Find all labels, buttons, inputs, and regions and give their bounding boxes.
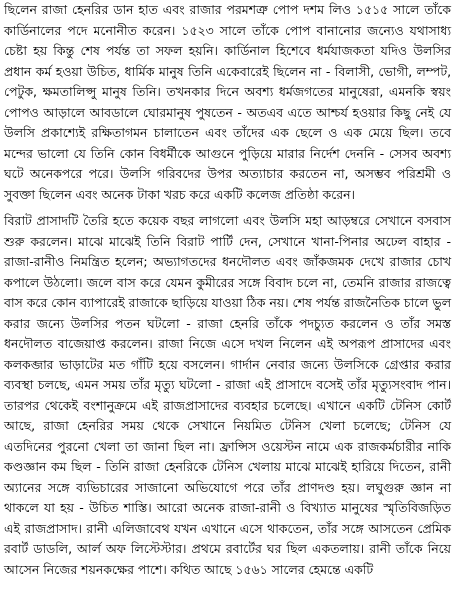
paragraph-palace-history: বিরাট প্রাসাদটি তৈরি হতে কয়েক বছর লাগলো এবং উলসি মহা আড়ম্বরে সেখানে বসবাস শুরু করলেন। মাঝে মাঝেই তিনি বিরাট পার্টি দেন, সেখানে খানা-পিনার অঢেল বাহার - রাজা-রানীও নিমন্ত্রিত হলেন; অভ্যাগতদের ধনদৌলত এবং জাঁকজমক দেখে রাজার চোখ কপালে উঠলো। জলে বাস করে যেমন কুমীরের সঙ্গে বিবাদ চলে না, তেমনি রাজার রাজত্বে বাস করে কোন ব্যাপারেই রাজাকে ছাড়িয়ে যাওয়া ঠিক নয়। শেষ পর্যন্ত রাজনৈতিক চালে ভুল করার জন্যে উলসির পতন ঘটলো - রাজা হেনরি তাঁকে পদচ্যুত করলেন ও তাঁর সমস্ত ধনদৌলত বাজেয়াপ্ত করলেন। রাজা নিজে এসে দখল নিলেন এই অপরূপ প্রাসাদের এবং কলকব্জার ভাড়াটের মত গাঁটি হয়ে বসলেন। গার্দান নেবার জন্যে উলসিকে গ্রেপ্তার করার ব্যবস্থা চলছে, এমন সময় তাঁর মৃত্যু ঘটলো - রাজা এই প্রাসাদে বসেই তাঁর মৃত্যুসংবাদ পান। তারপর থেকেই বংশানুক্রমে এই রাজপ্রাসাদের ব্যবহার চলেছে। এখানে একটি টেনিস কোর্ট আছে, রাজা হেনরির সময় থেকে সেখানে নিয়মিত টেনিস খেলা চলেছে; টেনিস যে এতদিনের পুরনো খেলা তা জানা ছিল না। ফ্রান্সিস ওয়েস্টন নামে এক রাজকর্মচারীর নাকি কণ্ডজ্ঞান কম ছিল - তিনি রাজা হেনরিকে টেনিস খেলায় মাঝে মাঝেই হারিয়ে দিতেন, রানী অ্যানের সঙ্গে ব্যভিচারের সাজানো অভিযোগে পরে তাঁর প্রাণদণ্ড হয়। লঘুগুরু জ্ঞান না থাকলে যা হয় - উচিত শাস্তি। আরো অনেক রাজা-রানী ও বিখ্যাত মানুষের স্মৃতিবিজড়িত এই রাজপ্রাসাদ। রানী এলিজাবেথ যখন এখানে এসে থাকতেন, তাঁর সঙ্গে আসতেন প্রেমিক রবার্ট ডাডলি, আর্ল অফ লিস্টেস্টার। প্রথমে রবার্টের ঘর ছিল একতলায়। রানী তাঁকে নিয়ে আসেন নিজের শয়নকক্ষের পাশে। কথিত আছে ১৫৬১ সালের হেমন্তে একটি xyxy=(4,213,451,577)
paragraph-wolsey-career: ছিলেন রাজা হেনরির ডান হাত এবং রাজার পরমশত্রু পোপ দশম লিও ১৫১৫ সালে তাঁকে কার্ডিনালের পদে মনোনীত করেন। ১৫২৩ সালে তাঁকে পোপ বানানোর জন্যেও যথাসাধ্য চেষ্টা হয় কিন্তু শেষ পর্যন্ত তা সফল হয়নি। কার্ডিনাল হিশেবে ধর্মযাজকতা যদিও উলসির প্রধান কর্ম হওয়া উচিত, ধার্মিক মানুষ তিনি একেবারেই ছিলেন না - বিলাসী, ভোগী, লম্পট, পেটুক, ক্ষমতালিপ্সু মানুষ তিনি। তখনকার দিনে অবশ্য ধর্মজগতের মানুষেরা, এমনকি স্বয়ং পোপও আড়ালে আবডালে ঘোরমানুষ পুষতেন - অতএব এতে আশ্চর্য হওয়ার কিছু নেই যে উলসি প্রকাশ্যেই রক্ষিতাগমন চালাতেন এবং তাঁদের এক ছেলে ও এক মেয়ে ছিল। তবে মন্দের ভালো যে তিনি কোন বিধর্মীকে আগুনে পুড়িয়ে মারার নির্দেশ দেননি - সেসব অবশ্য ঘটে অনেকপরে পরে। উলসি গরিবদের উপর অত্যাচার করতেন না, অসম্ভব পরিশ্রমী ও সুবক্তা ছিলেন এবং অনেক টাকা খরচ করে একটি কলেজ প্রতিষ্ঠা করেন। xyxy=(4,2,451,202)
